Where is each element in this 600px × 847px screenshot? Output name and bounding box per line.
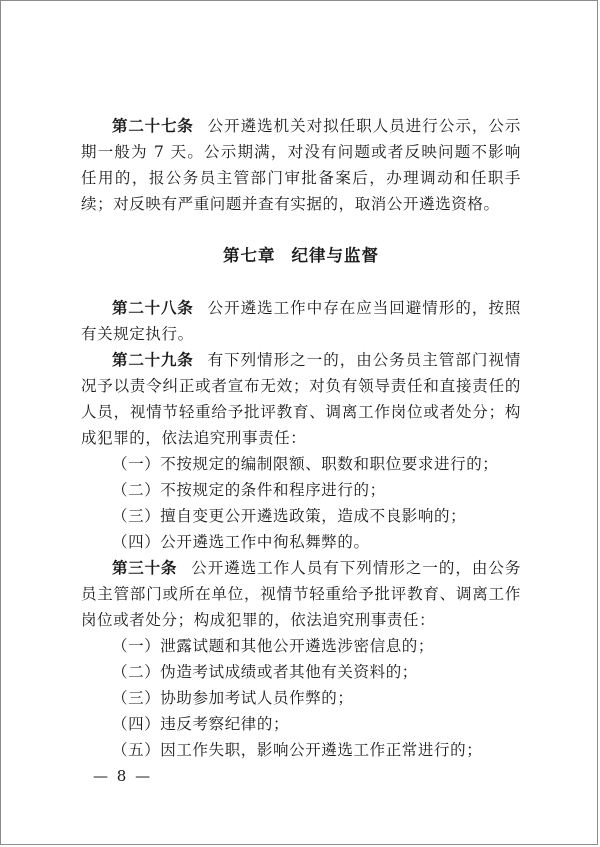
chapter-heading [81,243,521,269]
article-29-label: 第二十九条 [112,350,194,369]
article-28-label: 第二十八条 [112,298,194,317]
article-30-item-1: （一）泄露试题和其他公开遴选涉密信息的； [112,637,435,655]
article-30-item-4: （四）违反考察纪律的； [112,715,290,733]
article-30-text: 公开遴选工作人员有下列情形之一的，由公务员主管部门或所在单位，视情节轻重给予批评教育、调离工作岗位或者处分；构成犯罪的，依法追究刑事责任： [81,559,521,629]
article-30 [81,555,521,633]
article-28 [81,295,521,347]
article-30-label: 第三十条 [112,558,178,577]
page-body [81,113,521,763]
article-29-text: 有下列情形之一的，由公务员主管部门视情况予以责令纠正或者宣布无效；对负有领导责任和直接责任的人员，视情节轻重给予批评教育、调离工作岗位或者处分；构成犯罪的，依法追究刑事责任： [81,351,521,447]
chapter-title: 纪律与监督 [291,246,379,265]
article-27-label: 第二十七条 [112,116,194,135]
article-30-item-2: （二）伪造考试成绩或者其他有关资料的； [112,663,418,681]
article-29 [81,347,521,451]
article-27 [81,113,521,217]
article-29-item-4: （四）公开遴选工作中徇私舞弊的。 [112,533,370,551]
chapter-number: 第七章 [223,246,276,265]
page-number: — 8 — [93,767,153,785]
article-30-item-5: （五）因工作失职，影响公开遴选工作正常进行的； [112,741,483,759]
article-29-item-3: （三）擅自变更公开遴选政策，造成不良影响的； [112,507,467,525]
article-29-item-2: （二）不按规定的条件和程序进行的； [112,481,386,499]
article-27-text: 公开遴选机关对拟任职人员进行公示，公示期一般为 7 天。公示期满，对没有问题或者反映问题不影响任用的，报公务员主管部门审批备案后，办理调动和任职手续；对反映有严重问题并查有实据的，取消公开遴选资格。 [81,117,521,213]
article-30-item-3: （三）协助参加考试人员作弊的； [112,689,354,707]
article-28-text: 公开遴选工作中存在应当回避情形的，按照有关规定执行。 [81,299,521,343]
article-29-item-1: （一）不按规定的编制限额、职数和职位要求进行的； [112,455,499,473]
